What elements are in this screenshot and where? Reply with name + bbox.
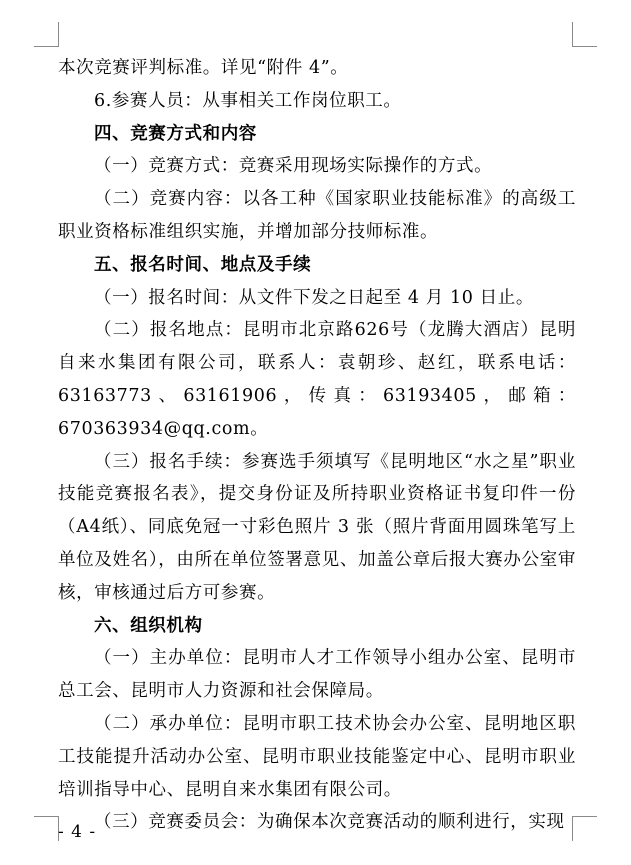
paragraph: 6.参赛人员：从事相关工作岗位职工。 [94, 90, 402, 111]
paragraph: 本次竞赛评判标准。详见“附件 4”。 [58, 58, 349, 78]
paragraph: （一）主办单位：昆明市人才工作领导小组办公室、昆明市总工会、昆明市人力资源和社会保障局。 [58, 648, 576, 702]
paragraph: （二）竞赛内容：以各工种《国家职业技能标准》的高级工职业资格标准组织实施，并增加部分技师标准。 [58, 189, 576, 242]
section-heading: 五、报名时间、地点及手续 [94, 254, 312, 275]
crop-mark-top-right [572, 22, 597, 47]
paragraph: （三）竞赛委员会：为确保本次竞赛活动的顺利进行，实现 [94, 812, 565, 833]
section-heading: 六、组织机构 [94, 615, 203, 636]
crop-mark-bottom-left [34, 816, 59, 841]
paragraph: （二）报名地点：昆明市北京路626号（龙腾大酒店）昆明自来水集团有限公司，联系人：袁朝珍、赵红，联系电话：63163773、63161906，传真：63193405，邮箱：670363934@qq.com。 [58, 320, 576, 439]
paragraph: （一）竞赛方式：竞赛采用现场实际操作的方式。 [94, 156, 493, 177]
page-number: - 4 - [58, 822, 97, 842]
crop-mark-top-left [34, 22, 59, 47]
paragraph: （一）报名时间：从文件下发之日起至 4 月 10 日止。 [94, 287, 534, 308]
section-heading: 四、竞赛方式和内容 [94, 123, 257, 144]
document-body [58, 52, 576, 839]
paragraph: （三）报名手续：参赛选手须填写《昆明地区“水之星”职业技能竞赛报名表》，提交身份证及所持职业资格证书复印件一份（A4纸）、同底免冠一寸彩色照片 3 张（照片背面用圆珠笔写上单位及姓名），由所在单位签署意见、加盖公章后报大赛办公室审核，审核通过后方可参赛。 [58, 451, 576, 603]
paragraph: （二）承办单位：昆明市职工技术协会办公室、昆明地区职工技能提升活动办公室、昆明市职业技能鉴定中心、昆明市职业培训指导中心、昆明自来水集团有限公司。 [58, 713, 576, 800]
